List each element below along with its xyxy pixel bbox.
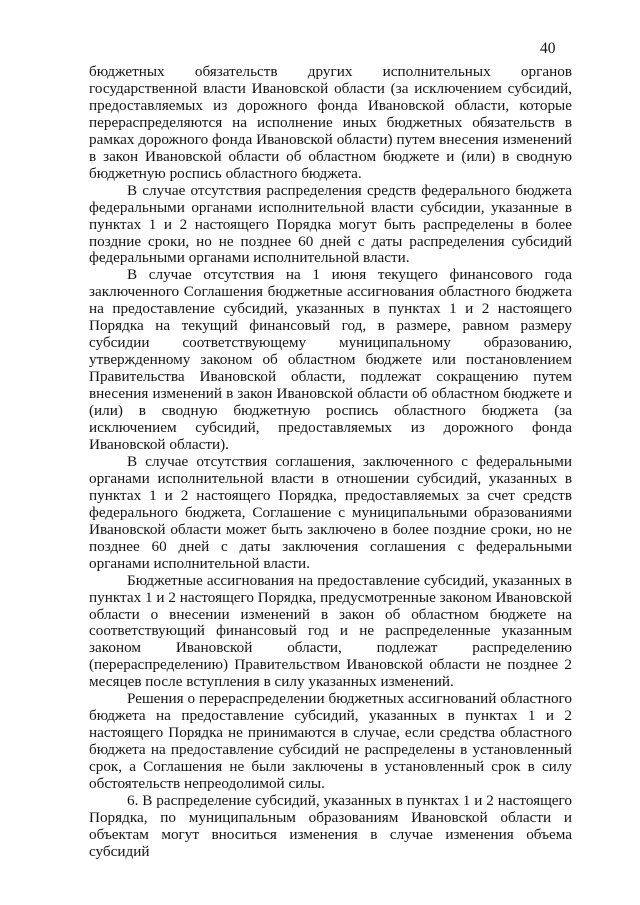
page-number: 40 [540, 40, 556, 57]
paragraph: В случае отсутствия распределения средств федерального бюджета федеральными органами исполнительной власти субсидии, указанные в пунктах 1 и 2 настоящего Порядка могут быть распределены в более поздние сроки, но не позднее 60 дней с даты распределения субсидий федеральными органами исполнительной власти. [89, 181, 572, 267]
paragraph: бюджетных обязательств других исполнительных органов государственной власти Ивановской области (за исключением субсидий, предоставляемых из дорожного фонда Ивановской области, которые перераспределяются на исполнение иных бюджетных обязательств в рамках дорожного фонда Ивановской области) путем внесения изменений в закон Ивановской области об областном бюджете и (или) в сводную бюджетную роспись областного бюджета. [89, 63, 572, 182]
paragraph: Бюджетные ассигнования на предоставление субсидий, указанных в пунктах 1 и 2 настоящего Порядка, предусмотренные законом Ивановской области о внесении изменений в закон об областном бюджете на соответствующий финансовый год и не распределенные указанным законом Ивановской области, подлежат распределению (перераспределению) Правительством Ивановской области не позднее 2 месяцев после вступления в силу указанных изменений. [89, 571, 572, 691]
paragraph: Решения о перераспределении бюджетных ассигнований областного бюджета на предоставление субсидий, указанных в пунктах 1 и 2 настоящего Порядка не принимаются в случае, если средства областного бюджета на предоставление субсидий не распределены в установленный срок, а Соглашения не были заключены в установленный срок в силу обстоятельств непреодолимой силы. [89, 690, 572, 793]
paragraph: 6. В распределение субсидий, указанных в пунктах 1 и 2 настоящего Порядка, по муниципальным образованиям Ивановской области и объектам могут вноситься изменения в случае изменения объема субсидий [89, 791, 572, 860]
paragraph: В случае отсутствия на 1 июня текущего финансового года заключенного Соглашения бюджетные ассигнования областного бюджета на предоставление субсидий, указанных в пунктах 1 и 2 настоящего Порядка на текущий финансовый год, в размере, равном размеру субсидии соответствующему муниципальному образованию, утвержденному законом об областном бюджете или постановлением Правительства Ивановской области, подлежат сокращению путем внесения изменений в закон Ивановской области об областном бюджете и (или) в сводную бюджетную роспись областного бюджета (за исключением субсидий, предоставляемых из дорожного фонда Ивановской области). [89, 266, 572, 453]
paragraph: В случае отсутствия соглашения, заключенного с федеральными органами исполнительной власти в отношении субсидий, указанных в пунктах 1 и 2 настоящего Порядка, предоставляемых за счет средств федерального бюджета, Соглашение с муниципальными образованиями Ивановской области может быть заключено в более поздние сроки, но не позднее 60 дней с даты заключения соглашения с федеральными органами исполнительной власти. [89, 452, 572, 572]
document-body [89, 64, 572, 861]
